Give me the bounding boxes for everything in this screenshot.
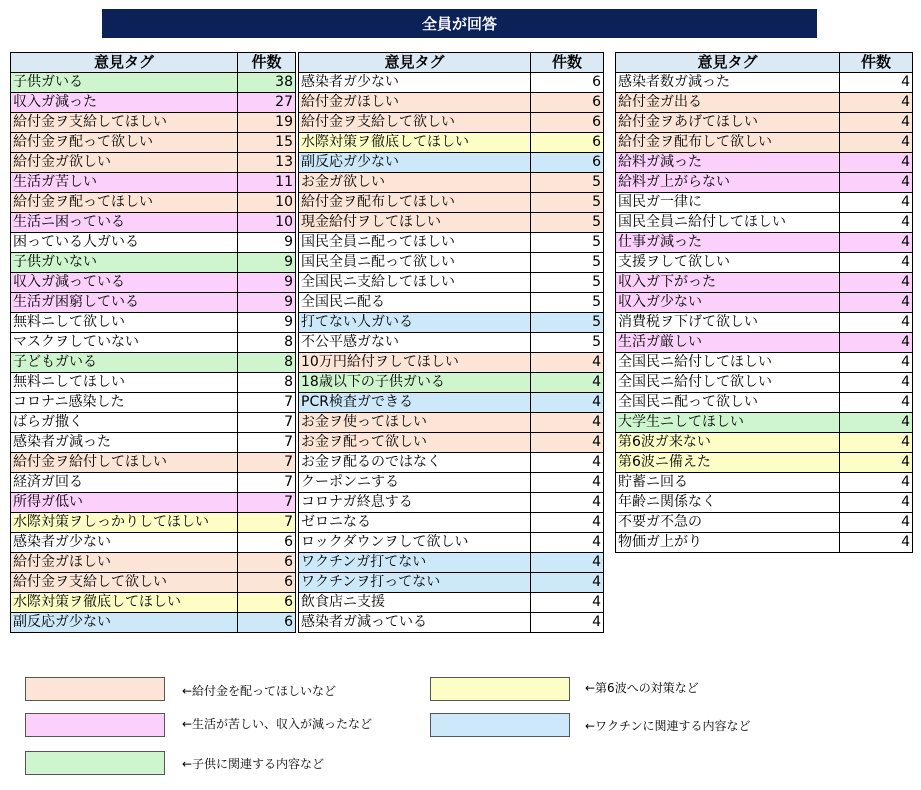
count-cell: 6	[238, 553, 296, 573]
table-row	[11, 393, 296, 413]
count-cell: 9	[238, 233, 296, 253]
table-row	[616, 173, 913, 193]
opinion-tag-cell: 子供ガいる	[11, 73, 238, 93]
table-row	[299, 433, 604, 453]
count-cell: 11	[238, 173, 296, 193]
count-cell: 4	[531, 413, 604, 433]
table-row	[616, 113, 913, 133]
column-header-tag: 意見タグ	[616, 53, 840, 73]
count-cell: 8	[238, 373, 296, 393]
table-row	[11, 153, 296, 173]
opinion-tag-cell: 給付金ヲ支給してほしい	[11, 113, 238, 133]
count-cell: 4	[840, 313, 913, 333]
table-row	[616, 93, 913, 113]
table-row	[299, 113, 604, 133]
table-row	[299, 313, 604, 333]
opinion-tag-cell: 大学生ニしてほしい	[616, 413, 840, 433]
table-row	[11, 473, 296, 493]
legend-label-yellow: ←第6波への対策など	[585, 681, 699, 695]
count-cell: 4	[840, 173, 913, 193]
opinion-tag-cell: PCR検査ガできる	[299, 393, 531, 413]
count-cell: 9	[238, 293, 296, 313]
legend-label-orange: ←給付金を配ってほしいなど	[182, 684, 337, 698]
count-cell: 4	[840, 73, 913, 93]
count-cell: 6	[238, 573, 296, 593]
legend-swatch-yellow	[430, 677, 570, 701]
count-cell: 6	[238, 533, 296, 553]
legend-swatch-green	[25, 751, 165, 775]
table-row	[299, 253, 604, 273]
opinion-tag-cell: 10万円給付ヲしてほしい	[299, 353, 531, 373]
count-cell: 7	[238, 513, 296, 533]
opinion-tag-cell: 給付金ヲ給付してほしい	[11, 453, 238, 473]
table-row	[616, 393, 913, 413]
opinion-tag-cell: 飲食店ニ支援	[299, 593, 531, 613]
table-row	[616, 153, 913, 173]
count-cell: 10	[238, 213, 296, 233]
table-row	[616, 353, 913, 373]
opinion-tag-cell: 給付金ガほしい	[11, 553, 238, 573]
opinion-tag-cell: ばらガ撒く	[11, 413, 238, 433]
count-cell: 9	[238, 273, 296, 293]
table-row	[616, 133, 913, 153]
opinion-tag-cell: 副反応ガ少ない	[11, 613, 238, 633]
count-cell: 4	[840, 273, 913, 293]
opinion-tag-cell: マスクヲしていない	[11, 333, 238, 353]
table-row	[11, 433, 296, 453]
count-cell: 4	[840, 433, 913, 453]
count-cell: 4	[531, 453, 604, 473]
table-row	[11, 253, 296, 273]
opinion-tag-cell: 生活ニ困っている	[11, 213, 238, 233]
table-row	[616, 233, 913, 253]
table-row	[11, 213, 296, 233]
table-row	[616, 513, 913, 533]
table-row	[616, 73, 913, 93]
legend-swatch-pink	[25, 713, 165, 737]
count-cell: 4	[840, 293, 913, 313]
table-row	[616, 473, 913, 493]
opinion-tag-cell: 給付金ヲ支給して欲しい	[11, 573, 238, 593]
count-cell: 4	[531, 613, 604, 633]
count-cell: 4	[531, 553, 604, 573]
count-cell: 4	[840, 413, 913, 433]
table-row	[299, 93, 604, 113]
opinion-tag-cell: 無料ニしてほしい	[11, 373, 238, 393]
table-row	[11, 133, 296, 153]
count-cell: 9	[238, 313, 296, 333]
table-row	[299, 533, 604, 553]
legend-label-green: ←子供に関連する内容など	[182, 757, 325, 771]
legend-swatch-blue	[430, 713, 570, 737]
count-cell: 7	[238, 393, 296, 413]
opinion-tag-cell: 消費税ヲ下げて欲しい	[616, 313, 840, 333]
count-cell: 7	[238, 453, 296, 473]
opinion-tag-cell: 感染者ガ少ない	[11, 533, 238, 553]
count-cell: 5	[531, 233, 604, 253]
page-title: 全員が回答	[102, 9, 817, 38]
table-row	[11, 373, 296, 393]
opinion-tag-cell: 子どもガいる	[11, 353, 238, 373]
count-cell: 4	[840, 213, 913, 233]
table-row	[616, 373, 913, 393]
table-row	[11, 73, 296, 93]
opinion-tag-cell: お金ヲ配るのではなく	[299, 453, 531, 473]
table-row	[11, 333, 296, 353]
column-header-tag: 意見タグ	[11, 53, 238, 73]
opinion-tag-cell: お金ガ欲しい	[299, 173, 531, 193]
opinion-tag-cell: 不公平感ガない	[299, 333, 531, 353]
table-row	[616, 273, 913, 293]
count-cell: 10	[238, 193, 296, 213]
table-row	[11, 613, 296, 633]
count-cell: 4	[840, 533, 913, 553]
count-cell: 13	[238, 153, 296, 173]
table-row	[299, 513, 604, 533]
table-row	[616, 413, 913, 433]
table-row	[299, 133, 604, 153]
column-header-count: 件数	[238, 53, 296, 73]
opinion-tag-cell: 国民ガ一律に	[616, 193, 840, 213]
opinion-tag-cell: 仕事ガ減った	[616, 233, 840, 253]
table-row	[299, 193, 604, 213]
table-row	[299, 373, 604, 393]
table-row	[11, 313, 296, 333]
count-cell: 4	[840, 193, 913, 213]
count-cell: 4	[531, 393, 604, 413]
table-row	[11, 553, 296, 573]
opinion-tag-cell: 国民全員ニ給付してほしい	[616, 213, 840, 233]
opinion-tag-cell: 全国民ニ支給してほしい	[299, 273, 531, 293]
table-row	[616, 533, 913, 553]
count-cell: 6	[531, 133, 604, 153]
opinion-tag-cell: お金ヲ配って欲しい	[299, 433, 531, 453]
column-header-count: 件数	[840, 53, 913, 73]
opinion-tag-cell: 給付金ヲ配ってほしい	[11, 193, 238, 213]
opinion-tag-cell: 経済ガ回る	[11, 473, 238, 493]
table-row	[299, 293, 604, 313]
column-header-count: 件数	[531, 53, 604, 73]
opinion-tag-cell: 第6波ニ備えた	[616, 453, 840, 473]
opinion-tag-cell: ワクチンヲ打ってない	[299, 573, 531, 593]
table-row	[616, 293, 913, 313]
count-cell: 15	[238, 133, 296, 153]
table-row	[299, 393, 604, 413]
table-row	[299, 353, 604, 373]
count-cell: 7	[238, 493, 296, 513]
count-cell: 4	[531, 593, 604, 613]
table-row	[299, 173, 604, 193]
count-cell: 4	[531, 533, 604, 553]
table-row	[299, 553, 604, 573]
table-row	[11, 573, 296, 593]
count-cell: 4	[840, 233, 913, 253]
table-row	[11, 193, 296, 213]
opinion-tag-cell: ゼロニなる	[299, 513, 531, 533]
opinion-tag-cell: 子供ガいない	[11, 253, 238, 273]
table-row	[11, 93, 296, 113]
table-row	[616, 433, 913, 453]
table-row	[11, 353, 296, 373]
opinion-tag-cell: コロナガ終息する	[299, 493, 531, 513]
count-cell: 4	[531, 353, 604, 373]
count-cell: 4	[531, 473, 604, 493]
table-row	[616, 313, 913, 333]
opinion-tag-cell: 不要ガ不急の	[616, 513, 840, 533]
table-row	[11, 453, 296, 473]
table-row	[11, 173, 296, 193]
count-cell: 4	[531, 373, 604, 393]
opinion-tag-cell: 給料ガ上がらない	[616, 173, 840, 193]
table-row	[616, 253, 913, 273]
count-cell: 6	[531, 73, 604, 93]
table-row	[299, 613, 604, 633]
count-cell: 4	[840, 453, 913, 473]
count-cell: 4	[840, 373, 913, 393]
count-cell: 8	[238, 333, 296, 353]
opinion-tag-cell: 給付金ヲ配布してほしい	[299, 193, 531, 213]
table-row	[616, 333, 913, 353]
opinion-tag-cell: 給付金ヲ配布して欲しい	[616, 133, 840, 153]
legend-label-pink: ←生活が苦しい、収入が減ったなど	[182, 717, 373, 731]
table-row	[299, 73, 604, 93]
opinion-tag-cell: 水際対策ヲ徹底してほしい	[11, 593, 238, 613]
table-row	[11, 593, 296, 613]
table-row	[299, 153, 604, 173]
opinion-tag-cell: 国民全員ニ配ってほしい	[299, 233, 531, 253]
table-row	[299, 473, 604, 493]
opinion-tag-cell: 収入ガ減った	[11, 93, 238, 113]
count-cell: 4	[840, 253, 913, 273]
count-cell: 19	[238, 113, 296, 133]
count-cell: 5	[531, 313, 604, 333]
count-cell: 27	[238, 93, 296, 113]
count-cell: 4	[840, 393, 913, 413]
opinion-tag-cell: 所得ガ低い	[11, 493, 238, 513]
opinion-tag-cell: 生活ガ苦しい	[11, 173, 238, 193]
count-cell: 5	[531, 333, 604, 353]
count-cell: 6	[531, 113, 604, 133]
opinion-tag-cell: 全国民ニ配って欲しい	[616, 393, 840, 413]
count-cell: 4	[840, 333, 913, 353]
opinion-tag-cell: 打てない人ガいる	[299, 313, 531, 333]
table-row	[11, 493, 296, 513]
count-cell: 5	[531, 193, 604, 213]
count-cell: 4	[840, 133, 913, 153]
count-cell: 7	[238, 433, 296, 453]
opinion-tag-cell: 感染者数ガ減った	[616, 73, 840, 93]
table-row	[11, 113, 296, 133]
table-row	[299, 413, 604, 433]
count-cell: 38	[238, 73, 296, 93]
opinion-tag-cell: 年齢ニ関係なく	[616, 493, 840, 513]
opinion-tag-cell: 水際対策ヲ徹底してほしい	[299, 133, 531, 153]
opinion-tag-cell: 国民全員ニ配って欲しい	[299, 253, 531, 273]
opinion-table-3	[615, 52, 913, 553]
opinion-tag-cell: 支援ヲして欲しい	[616, 253, 840, 273]
opinion-tag-cell: 物価ガ上がり	[616, 533, 840, 553]
table-row	[299, 233, 604, 253]
table-row	[616, 193, 913, 213]
count-cell: 6	[531, 93, 604, 113]
opinion-table-1	[10, 52, 296, 633]
opinion-tag-cell: 給付金ガ出る	[616, 93, 840, 113]
table-row	[616, 493, 913, 513]
table-row	[299, 453, 604, 473]
table-row	[299, 573, 604, 593]
count-cell: 5	[531, 273, 604, 293]
opinion-table-2	[298, 52, 604, 633]
count-cell: 4	[840, 493, 913, 513]
opinion-tag-cell: 第6波ガ来ない	[616, 433, 840, 453]
count-cell: 4	[840, 513, 913, 533]
count-cell: 5	[531, 293, 604, 313]
table-row	[299, 493, 604, 513]
count-cell: 4	[840, 353, 913, 373]
opinion-tag-cell: 水際対策ヲしっかりしてほしい	[11, 513, 238, 533]
table-row	[11, 533, 296, 553]
table-row	[616, 213, 913, 233]
count-cell: 5	[531, 253, 604, 273]
count-cell: 7	[238, 473, 296, 493]
opinion-tag-cell: 感染者ガ少ない	[299, 73, 531, 93]
opinion-tag-cell: 給付金ヲ配って欲しい	[11, 133, 238, 153]
opinion-tag-cell: 生活ガ困窮している	[11, 293, 238, 313]
opinion-tag-cell: 全国民ニ配る	[299, 293, 531, 313]
count-cell: 7	[238, 413, 296, 433]
table-row	[616, 453, 913, 473]
opinion-tag-cell: 収入ガ減っている	[11, 273, 238, 293]
legend-swatch-orange	[25, 677, 165, 701]
count-cell: 4	[531, 493, 604, 513]
opinion-tag-cell: 給料ガ減った	[616, 153, 840, 173]
opinion-tag-cell: 現金給付ヲしてほしい	[299, 213, 531, 233]
table-row	[11, 273, 296, 293]
table-row	[299, 593, 604, 613]
count-cell: 4	[531, 513, 604, 533]
opinion-tag-cell: 困っている人ガいる	[11, 233, 238, 253]
opinion-tag-cell: 貯蓄ニ回る	[616, 473, 840, 493]
opinion-tag-cell: 収入ガ少ない	[616, 293, 840, 313]
opinion-tag-cell: 全国民ニ給付してほしい	[616, 353, 840, 373]
opinion-tag-cell: 生活ガ厳しい	[616, 333, 840, 353]
table-row	[299, 273, 604, 293]
opinion-tag-cell: 18歳以下の子供ガいる	[299, 373, 531, 393]
count-cell: 6	[531, 153, 604, 173]
count-cell: 5	[531, 213, 604, 233]
opinion-tag-cell: 感染者ガ減っている	[299, 613, 531, 633]
count-cell: 4	[840, 473, 913, 493]
table-row	[11, 233, 296, 253]
table-row	[11, 513, 296, 533]
count-cell: 6	[238, 593, 296, 613]
opinion-tag-cell: 無料ニして欲しい	[11, 313, 238, 333]
opinion-tag-cell: 給付金ヲ支給して欲しい	[299, 113, 531, 133]
opinion-tag-cell: 全国民ニ給付して欲しい	[616, 373, 840, 393]
opinion-tag-cell: コロナニ感染した	[11, 393, 238, 413]
table-row	[11, 293, 296, 313]
opinion-tag-cell: 給付金ヲあげてほしい	[616, 113, 840, 133]
table-row	[11, 413, 296, 433]
count-cell: 9	[238, 253, 296, 273]
opinion-tag-cell: ワクチンガ打てない	[299, 553, 531, 573]
count-cell: 4	[840, 113, 913, 133]
count-cell: 5	[531, 173, 604, 193]
legend-label-blue: ←ワクチンに関連する内容など	[585, 719, 751, 733]
opinion-tag-cell: 収入ガ下がった	[616, 273, 840, 293]
opinion-tag-cell: クーポンニする	[299, 473, 531, 493]
opinion-tag-cell: 感染者ガ減った	[11, 433, 238, 453]
count-cell: 8	[238, 353, 296, 373]
count-cell: 4	[840, 93, 913, 113]
opinion-tag-cell: お金ヲ使ってほしい	[299, 413, 531, 433]
table-row	[299, 213, 604, 233]
opinion-tag-cell: 給付金ガ欲しい	[11, 153, 238, 173]
count-cell: 4	[531, 573, 604, 593]
column-header-tag: 意見タグ	[299, 53, 531, 73]
table-row	[299, 333, 604, 353]
count-cell: 4	[531, 433, 604, 453]
count-cell: 4	[840, 153, 913, 173]
opinion-tag-cell: 副反応ガ少ない	[299, 153, 531, 173]
count-cell: 6	[238, 613, 296, 633]
opinion-tag-cell: ロックダウンヲして欲しい	[299, 533, 531, 553]
opinion-tag-cell: 給付金ガほしい	[299, 93, 531, 113]
